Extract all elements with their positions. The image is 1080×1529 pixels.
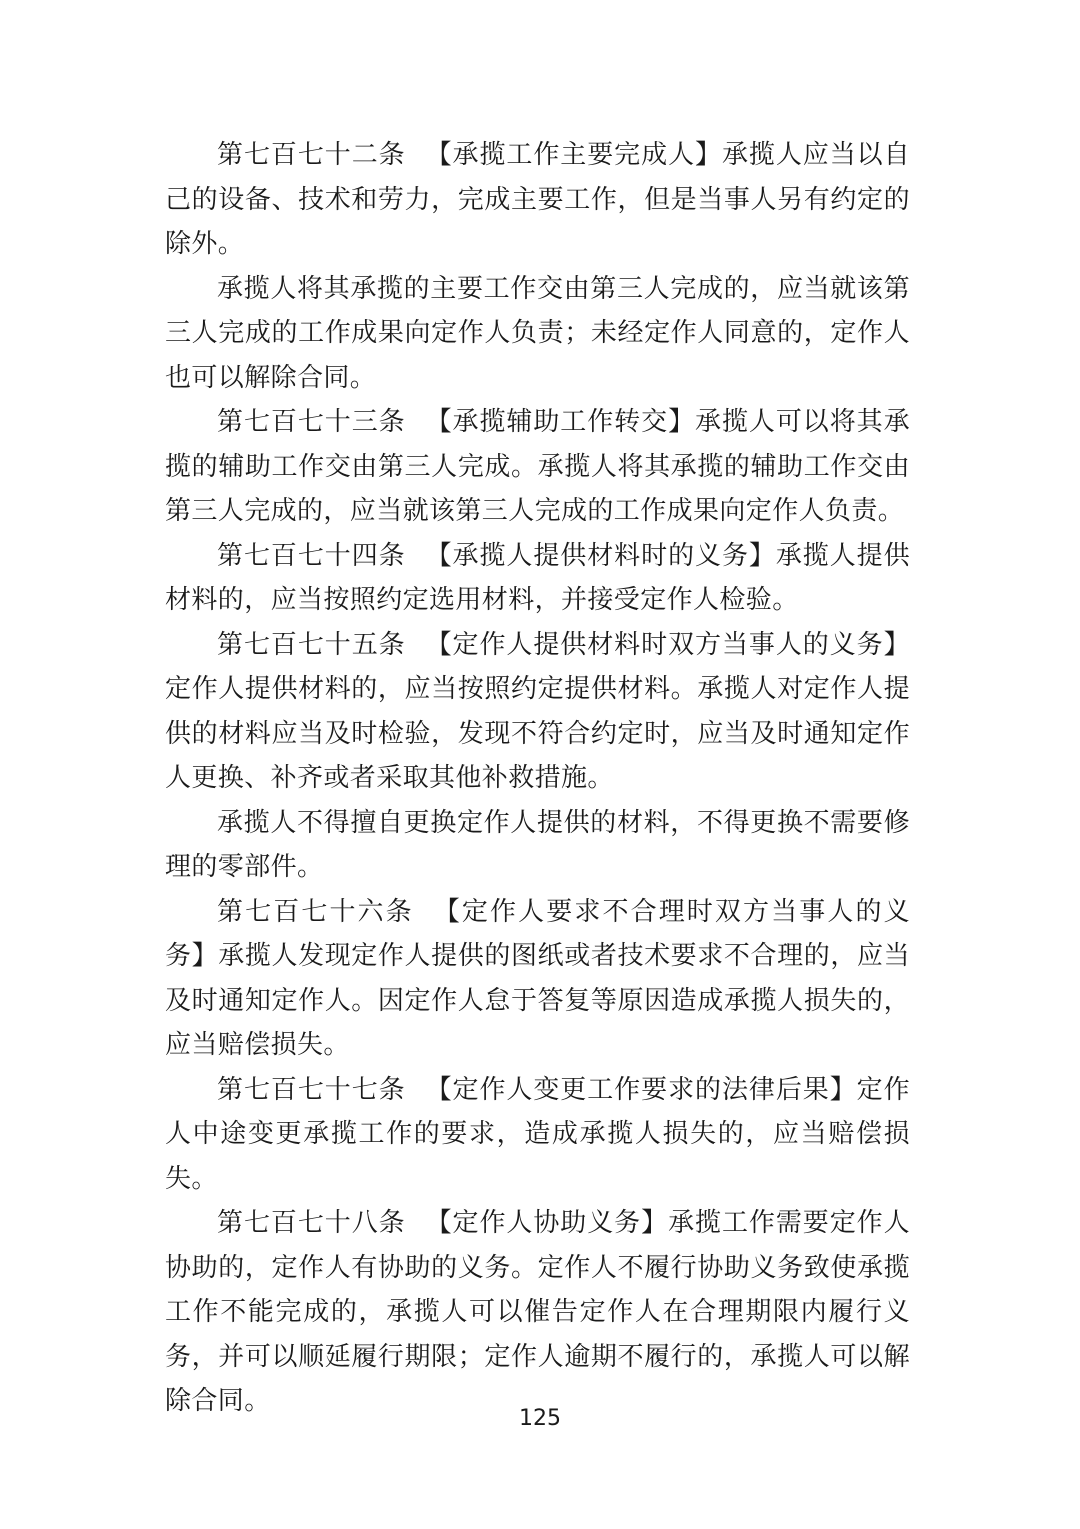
paragraph-article-777 [165,1068,910,1202]
article-text: 【定作人提供材料时双方当事人的义务】定作人提供材料的，应当按照约定提供材料。承揽人对定作人提供的材料应当及时检验，发现不符合约定时，应当及时通知定作人更换、补齐或者采取其他补救措施。 [165,629,910,793]
paragraph-article-778 [165,1201,910,1424]
article-text: 【承揽工作主要完成人】承揽人应当以自己的设备、技术和劳力，完成主要工作，但是当事人另有约定的除外。 [165,140,910,259]
paragraph-article-775 [165,623,910,801]
page-number: 125 [519,1406,561,1431]
paragraph-article-772 [165,133,910,267]
article-number: 第七百七十二条 [217,140,406,170]
paragraph-article-774 [165,534,910,623]
article-number: 第七百七十五条 [217,629,406,660]
article-text: 【定作人要求不合理时双方当事人的义务】承揽人发现定作人提供的图纸或者技术要求不合理的，应当及时通知定作人。因定作人怠于答复等原因造成承揽人损失的，应当赔偿损失。 [165,896,910,1060]
article-text: 承揽人将其承揽的主要工作交由第三人完成的，应当就该第三人完成的工作成果向定作人负责；未经定作人同意的，定作人也可以解除合同。 [165,273,910,393]
article-text: 【承揽辅助工作转交】承揽人可以将其承揽的辅助工作交由第三人完成。承揽人将其承揽的辅助工作交由第三人完成的，应当就该第三人完成的工作成果向定作人负责。 [165,407,910,526]
article-number: 第七百七十三条 [217,407,406,437]
paragraph-article-773 [165,400,910,534]
article-number: 第七百七十七条 [217,1074,406,1105]
article-text: 【定作人变更工作要求的法律后果】定作人中途变更承揽工作的要求，造成承揽人损失的，应当赔偿损失。 [165,1074,910,1194]
paragraph-article-772-clause-2 [165,267,910,401]
article-text: 承揽人不得擅自更换定作人提供的材料，不得更换不需要修理的零部件。 [165,807,910,882]
document-body [165,133,910,1424]
article-number: 第七百七十四条 [217,540,406,571]
paragraph-article-776 [165,890,910,1068]
paragraph-article-775-clause-2 [165,801,910,890]
article-text: 【承揽人提供材料时的义务】承揽人提供材料的，应当按照约定选用材料，并接受定作人检验。 [165,540,910,615]
article-number: 第七百七十八条 [217,1208,406,1238]
article-number: 第七百七十六条 [217,896,414,927]
article-text: 【定作人协助义务】承揽工作需要定作人协助的，定作人有协助的义务。定作人不履行协助义务致使承揽工作不能完成的，承揽人可以催告定作人在合理期限内履行义务，并可以顺延履行期限；定作人逾期不履行的，承揽人可以解除合同。 [165,1208,910,1416]
